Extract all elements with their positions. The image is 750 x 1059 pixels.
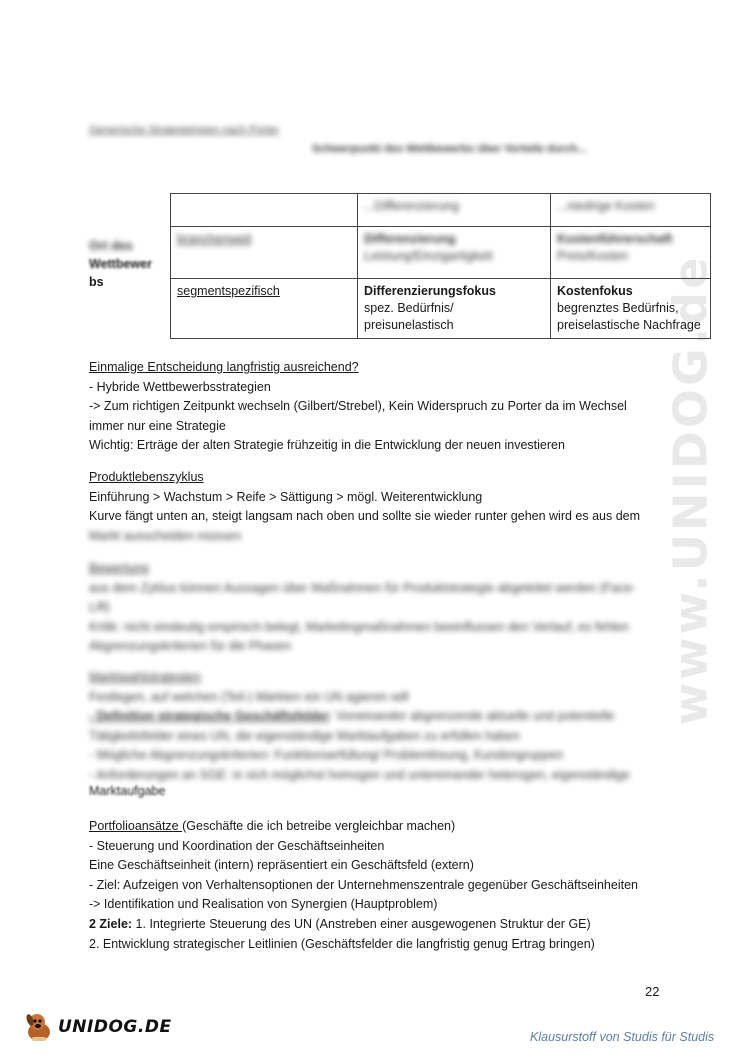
section-market-strategies: Marktwahlstrategien Festlegen, auf welchen (Teil-) Märkten ein UN agieren will - Definition strategische Geschäftsfelder: Voneinander abgrenzende aktuelle und potentielle Tätigkeitsfelder eines UN, die eigenständige Marktaufgaben zu erfüllen haben - Mögliche Abgrenzungskriterien: Funktionserfüllung/ Problemlösung, Kundengruppen - Anforderungen an SGE: in sich möglichst homogen und untereinander heterogen, eigenständige Marktaufgabe bbox=[89, 668, 649, 801]
section-product-lifecycle: Produktlebenszyklus Einführung > Wachstum > Reife > Sättigung > mögl. Weiterentwicklung Kurve fängt unten an, steigt langsam nach oben und sollte sie wieder runter gehen wird es aus dem Markt ausscheiden müssen bbox=[89, 468, 649, 546]
table-cell: branchenweit bbox=[171, 227, 358, 279]
table-cell: segmentspezifisch bbox=[171, 279, 358, 339]
section-title: Marktwahlstrategien bbox=[89, 670, 201, 684]
table-row-label: Ort des Wettbewer bs bbox=[89, 239, 152, 289]
section-title: Portfolioansätze bbox=[89, 819, 183, 833]
section-hybrid-strategies: Einmalige Entscheidung langfristig ausreichend? - Hybride Wettbewerbsstrategien -> Zum richtigen Zeitpunkt wechseln (Gilbert/Strebel), Kein Widerspruch zu Porter da im Wechsel immer nur eine Strategie Wichtig: Erträge der alten Strategie frühzeitig in die Entwicklung der neuen investieren bbox=[89, 358, 649, 456]
dog-logo-icon bbox=[22, 1010, 56, 1044]
section-heading: Generische Strategietypen nach Porter bbox=[89, 124, 280, 136]
section-portfolio: Portfolioansätze (Geschäfte die ich betreibe vergleichbar machen) - Steuerung und Koordination der Geschäftseinheiten Eine Geschäftseinheit (intern) repräsentiert ein Geschäftsfeld (extern) - Ziel: Aufzeigen von Verhaltensoptionen der Unternehmenszentrale gegenüber Geschäftseinheiten -> Identifikation und Realisation von Synergien (Hauptproblem) 2 Ziele: 1. Integrierte Steuerung des UN (Anstreben einer ausgewogenen Struktur der GE) 2. Entwicklung strategischer Leitlinien (Geschäftsfelder die langfristig genug Ertrag bringen) bbox=[89, 819, 638, 951]
table-header-cell: ...niedrige Kosten bbox=[551, 194, 711, 227]
table-cell: Kostenfokus begrenztes Bedürfnis, preiselastische Nachfrage bbox=[551, 279, 711, 339]
footer-logo bbox=[22, 1010, 172, 1044]
table-title: Schwerpunkt des Wettbewerbs über Vorteile durch... bbox=[312, 143, 587, 155]
section-title: Einmalige Entscheidung langfristig ausreichend? bbox=[89, 360, 359, 374]
section-evaluation: Bewertung aus dem Zyklus können Aussagen über Maßnahmen für Produktstrategie abgeleitet werden (Face- Lift) Kritik: nicht eindeutig empirisch belegt, Marketingmaßnahmen beeinflussen den Verlauf, es fehlen Abgrenzungskriterien für die Phasen bbox=[89, 559, 649, 657]
table-header-cell: ...Differenzierung bbox=[358, 194, 551, 227]
table-cell: Kostenführerschaft Preis/Kosten bbox=[551, 227, 711, 279]
section-title: Bewertung bbox=[89, 561, 149, 575]
watermark: www.UNIDOG.de bbox=[663, 254, 718, 726]
porter-table bbox=[170, 193, 711, 339]
brand-name: UNIDOG.DE bbox=[58, 1017, 172, 1037]
page-number: 22 bbox=[645, 984, 660, 999]
footer-slogan: Klausurstoff von Studis für Studis bbox=[530, 1030, 715, 1044]
table-cell: Differenzierungsfokus spez. Bedürfnis/ preisunelastisch bbox=[358, 279, 551, 339]
table-cell: Differenzierung Leistung/Einzigartigkeit bbox=[358, 227, 551, 279]
table-cell bbox=[171, 194, 358, 227]
section-title: Produktlebenszyklus bbox=[89, 470, 204, 484]
